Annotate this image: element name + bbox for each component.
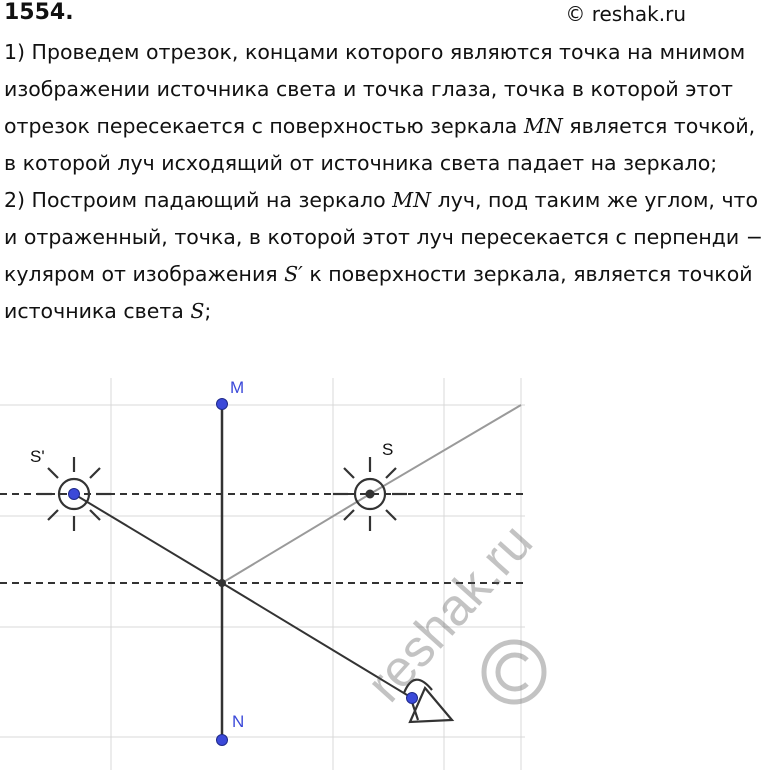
header	[0, 0, 694, 34]
point-S-prime	[69, 489, 80, 500]
points	[69, 399, 418, 746]
text-line-5a: 2) Построим падающий на зеркало	[4, 188, 393, 212]
label-M: M	[230, 378, 245, 397]
watermark-text: reshak.ru	[355, 513, 544, 714]
math-MN: MN	[523, 114, 563, 138]
problem-number: 1554.	[4, 0, 74, 25]
math-S-prime: S′	[284, 262, 303, 286]
mirror-diagram	[0, 374, 694, 770]
watermark	[356, 513, 544, 713]
math-S: S	[190, 299, 205, 323]
point-M	[217, 399, 228, 410]
text-line-5	[4, 182, 759, 219]
ray-virtual-from-S-prime	[74, 494, 222, 583]
text-line-1: 1) Проведем отрезок, концами которого являются точка на мнимом	[4, 40, 746, 64]
math-MN: MN	[392, 188, 432, 212]
solution-text	[4, 34, 763, 330]
text-line-8b: ;	[204, 299, 212, 323]
copyright-icon	[484, 642, 544, 702]
text-line-7b: к поверхности зеркала, является точкой	[302, 262, 753, 286]
text-line-3b: является точкой,	[562, 114, 756, 138]
label-S: S	[382, 440, 394, 459]
text-line-5b: луч, под таким же углом, что	[431, 188, 759, 212]
text-line-3a: отрезок пересекается с поверхностью зеркала	[4, 114, 524, 138]
text-line-8	[4, 293, 694, 330]
site-credit: © reshak.ru	[565, 2, 686, 26]
label-N: N	[232, 712, 245, 731]
copyright-letter	[498, 655, 527, 689]
ray-incident-from-S	[222, 494, 370, 583]
text-line-8a: источника света	[4, 299, 191, 323]
point-N	[217, 735, 228, 746]
point-incidence	[218, 579, 226, 587]
text-line-7	[4, 256, 753, 293]
point-S	[366, 490, 375, 499]
text-line-4: в которой луч исходящий от источника света падает на зеркало;	[4, 151, 718, 175]
text-line-7a: куляром от изображения	[4, 262, 285, 286]
label-S-prime: S'	[30, 447, 45, 466]
text-line-6: и отраженный, точка, в которой этот луч пересекается с перпенди −	[4, 225, 763, 249]
text-line-2: изображении источника света и точка глаза, точка в которой этот	[4, 77, 733, 101]
text-line-3	[4, 108, 756, 145]
